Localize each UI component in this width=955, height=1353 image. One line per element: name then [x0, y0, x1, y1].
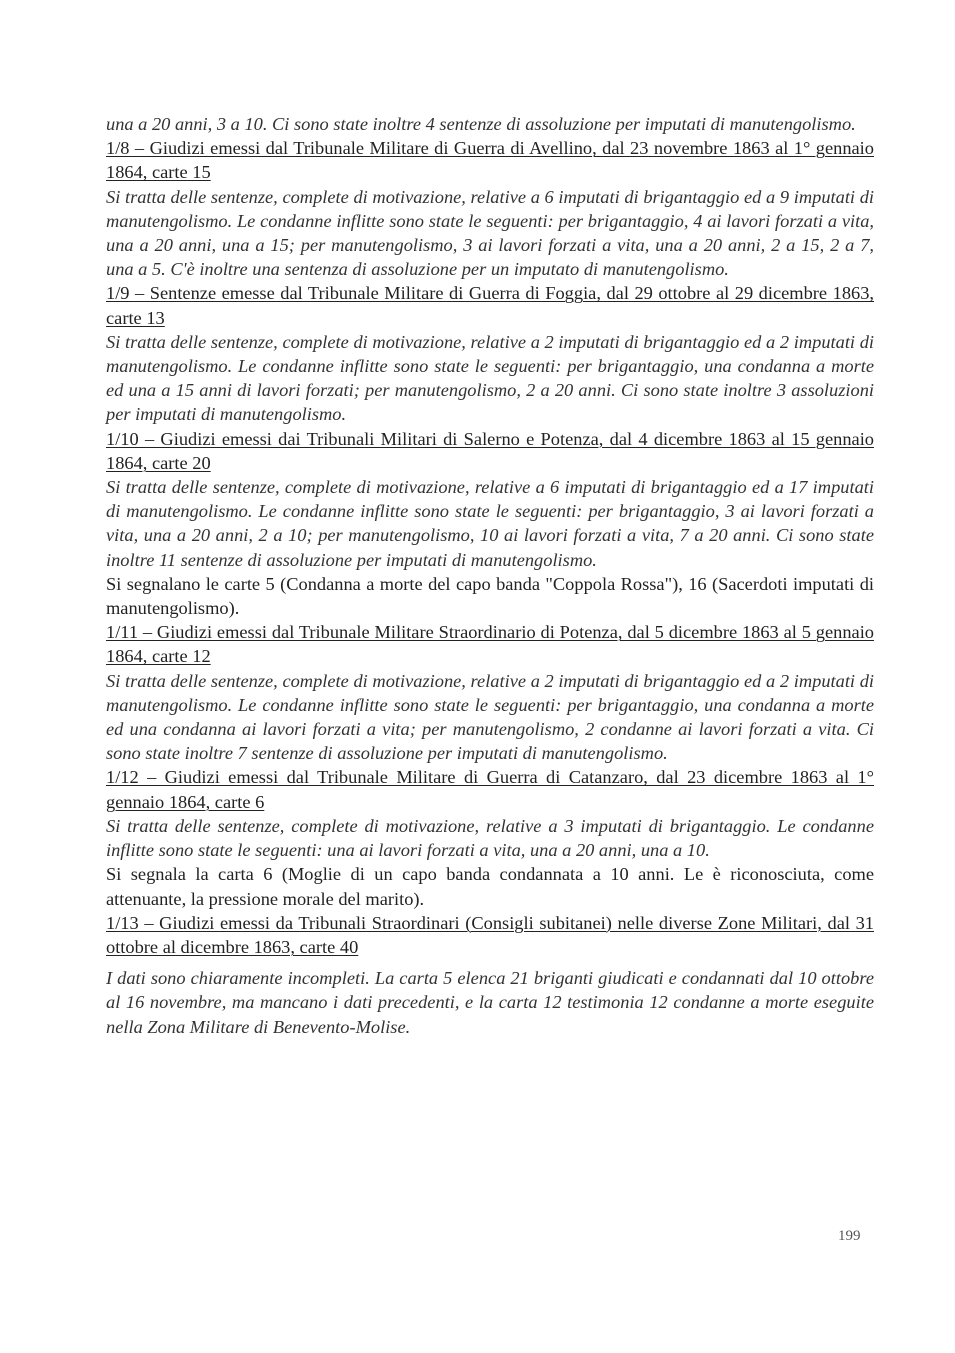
entry-heading-1-9: 1/9 – Sentenze emesse dal Tribunale Militare di Guerra di Foggia, dal 29 ottobre al 29 dicembre 1863, carte 13	[106, 283, 874, 328]
entry-heading-1-11: 1/11 – Giudizi emessi dal Tribunale Militare Straordinario di Potenza, dal 5 dicembre 1863 al 5 gennaio 1864, carte 12	[106, 622, 874, 667]
paragraph-summary-1-7-end: una a 20 anni, 3 a 10. Ci sono state inoltre 4 sentenze di assoluzione per imputati di manutengolismo.	[106, 114, 856, 134]
entry-heading-1-12: 1/12 – Giudizi emessi dal Tribunale Militare di Guerra di Catanzaro, dal 23 dicembre 1863 al 1° gennaio 1864, carte 6	[106, 767, 874, 812]
entry-summary-1-12: Si tratta delle sentenze, complete di motivazione, relative a 3 imputati di brigantaggio. Le condanne inflitte sono state le seguenti: una ai lavori forzati a vita, una a 20 anni, una a 10.	[106, 815, 874, 861]
entry-summary-1-8: Si tratta delle sentenze, complete di motivazione, relative a 6 imputati di brigantaggio ed a 9 imputati di manutengolismo. Le condanne inflitte sono state le seguenti: per brigantaggio, 4 ai lavori forzati a vita, una a 20 anni, una a 15; per manutengolismo, 3 ai lavori forzati a vita, una a 20 anni, 2 a 15, 2 a 7, una a 5. C'è inoltre una sentenza di assoluzione per un imputato di manutengolismo.	[106, 186, 874, 280]
page-number: 199	[838, 1228, 861, 1244]
page-body	[106, 112, 874, 1039]
entry-heading-1-13: 1/13 – Giudizi emessi da Tribunali Straordinari (Consigli subitanei) nelle diverse Zone Militari, dal 31 ottobre al dicembre 1863, carte 40	[106, 912, 874, 957]
entry-summary-1-9: Si tratta delle sentenze, complete di motivazione, relative a 2 imputati di brigantaggio ed a 2 imputati di manutengolismo. Le condanne inflitte sono state le seguenti: per brigantaggio, una condanna a morte ed una a 15 anni di lavori forzati; per manutengolismo, 2 a 20 anni. Ci sono state inoltre 3 assoluzioni per imputati di manutengolismo.	[106, 331, 874, 425]
entry-note-1-10: Si segnalano le carte 5 (Condanna a morte del capo banda "Coppola Rossa"), 16 (Sacerdoti imputati di manutengolismo).	[106, 573, 874, 619]
entry-heading-1-10: 1/10 – Giudizi emessi dai Tribunali Militari di Salerno e Potenza, dal 4 dicembre 1863 al 15 gennaio 1864, carte 20	[106, 428, 874, 473]
entry-summary-1-10: Si tratta delle sentenze, complete di motivazione, relative a 6 imputati di brigantaggio ed a 17 imputati di manutengolismo. Le condanne inflitte sono state le seguenti: per brigantaggio, 3 ai lavori forzati a vita, una a 20 anni, 2 a 10; per manutengolismo, 10 ai lavori forzati a vita, 7 a 20 anni. Ci sono state inoltre 11 sentenze di assoluzione per imputati di manutengolismo.	[106, 477, 874, 570]
entry-summary-1-13: I dati sono chiaramente incompleti. La carta 5 elenca 21 briganti giudicati e condannati dal 10 ottobre al 16 novembre, ma mancano i dati precedenti, e la carta 12 testimonia 12 condanne a morte eseguite nella Zona Militare di Benevento-Molise.	[106, 968, 874, 1037]
entry-note-1-12: Si segnala la carta 6 (Moglie di un capo banda condannata a 10 anni. Le è riconosciuta, come attenuante, la pressione morale del marito).	[106, 864, 874, 909]
entry-summary-1-11: Si tratta delle sentenze, complete di motivazione, relative a 2 imputati di brigantaggio ed a 2 imputati di manutengolismo. Le condanne inflitte sono state le seguenti: per brigantaggio, una condanna a morte ed una condanna ai lavori forzati a vita; per manutengolismo, 2 condanne ai lavori forzati a vita. Ci sono state inoltre 7 sentenze di assoluzione per imputati di manutengolismo.	[106, 670, 874, 764]
entry-heading-1-8: 1/8 – Giudizi emessi dal Tribunale Militare di Guerra di Avellino, dal 23 novembre 1863 al 1° gennaio 1864, carte 15	[106, 138, 874, 183]
